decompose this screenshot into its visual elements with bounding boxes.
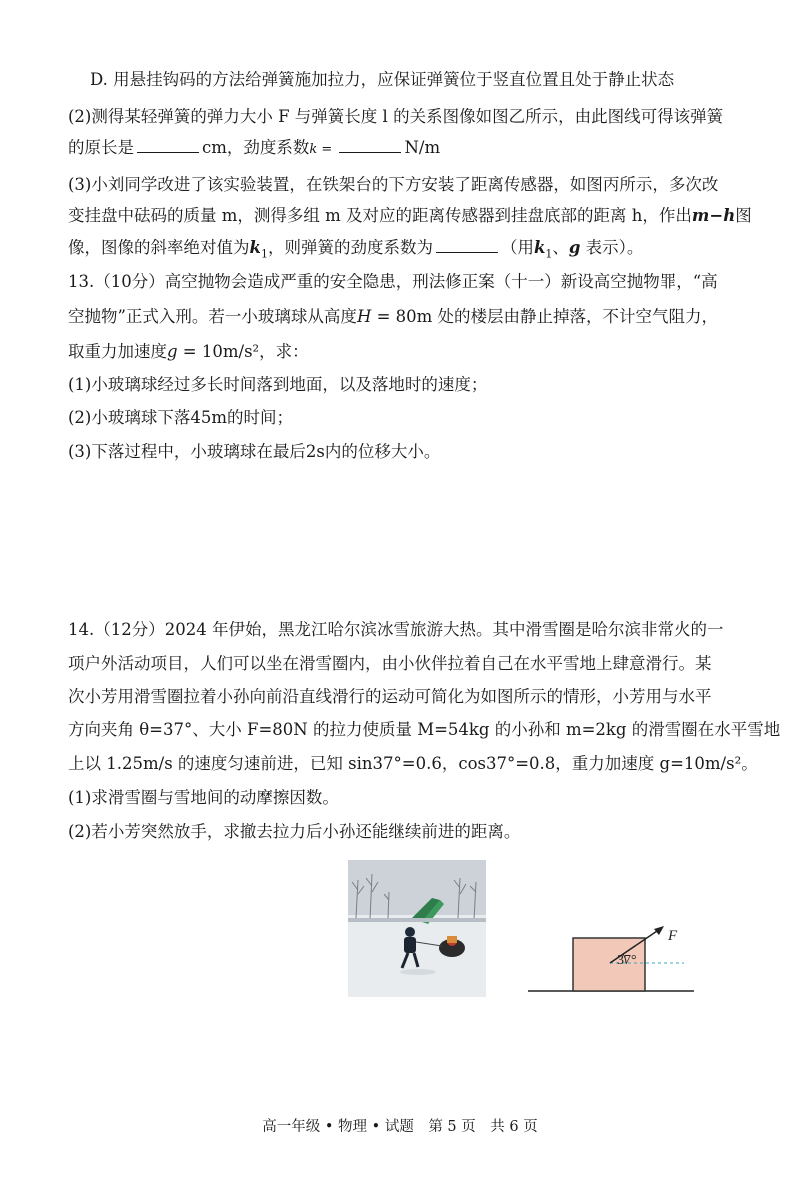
force-diagram-art [528,920,698,1000]
q12-k1-symbol: k [249,238,261,257]
snow-tube-photo-art [348,860,486,997]
q12-text: 变挂盘中砝码的质量 m，测得多组 m 及对应的距离传感器到挂盘底部的距离 h，作出 [68,206,692,225]
q12-text: 图 [735,206,752,225]
q12-part2-line1: (2)测得某轻弹簧的弹力大小 F 与弹簧长度 l 的关系图像如图乙所示，由此图线可得该弹簧 [68,107,724,126]
q14-line5: 上以 1.25m/s 的速度匀速前进，已知 sin37°=0.6，cos37°=0.8，重力加速度 g=10m/s²。 [68,754,758,773]
q13-sub3: (3)下落过程中，小玻璃球在最后2s内的位移大小。 [68,442,441,461]
q13-text: = 10m/s²，求： [177,342,309,361]
q13-text: 空抛物”正式入刑。若一小玻璃球从高度 [68,307,357,326]
q13-sub2: (2)小玻璃球下落45m的时间； [68,408,294,427]
q13-sub1: (1)小玻璃球经过多长时间落到地面，以及落地时的速度； [68,375,488,394]
q12-k-symbol: k [309,142,318,157]
q14-sub1: (1)求滑雪圈与雪地间的动摩擦因数。 [68,788,339,807]
q12-text: 、 [552,238,569,257]
q13-line3 [68,340,760,364]
q12-k1-sub: 1 [545,247,553,261]
force-diagram [528,920,698,1000]
angle-label: 37° [617,953,637,968]
answer-blank-k [436,236,498,253]
q13-line1: 13.（10分）高空抛物会造成严重的安全隐患，刑法修正案（十一）新设高空抛物罪，“高 [68,272,718,291]
q14-sub2: (2)若小芳突然放手，求撤去拉力后小孙还能继续前进的距离。 [68,822,521,841]
q12-unit: N/m [404,138,441,157]
q13-H-symbol: H [356,307,372,326]
force-label: F [668,928,678,944]
q12-text: = [317,142,337,157]
q14-line4: 方向夹角 θ=37°、大小 F=80N 的拉力使质量 M=54kg 的小孙和 m=2kg 的滑雪圈在水平雪地 [68,720,781,739]
page-footer: 高一年级 • 物理 • 试题 第 5 页 共 6 页 [262,1119,538,1135]
q13-text: = 80m 处的楼层由静止掉落，不计空气阻力， [371,307,719,326]
q13-line2 [68,305,760,329]
q14-line3: 次小芳用滑雪圈拉着小孙向前沿直线滑行的运动可简化为如图所示的情形，小芳用与水平 [68,687,712,706]
q12-option-d: D. 用悬挂钩码的方法给弹簧施加拉力，应保证弹簧位于竖直位置且处于静止状态 [90,70,675,89]
q12-part3-line2 [68,204,760,228]
answer-blank-length [137,136,199,153]
q12-k1-sub: 1 [260,247,268,261]
q12-part3-line3 [68,236,760,266]
q13-g-symbol: g [167,342,178,361]
q12-text: 的原长是 [68,138,134,157]
q12-g-symbol: g [568,238,581,257]
q14-line1: 14.（12分）2024 年伊始，黑龙江哈尔滨冰雪旅游大热。其中滑雪圈是哈尔滨非常火的一 [68,620,724,639]
answer-blank-stiffness [339,136,401,153]
q14-line2: 项户外活动项目，人们可以坐在滑雪圈内，由小伙伴拉着自己在水平雪地上肆意滑行。某 [68,654,712,673]
q12-text: cm，劲度系数 [202,138,310,157]
q12-text: 表示）。 [580,238,644,257]
q12-part2-line2 [68,136,760,162]
snow-tube-photo [348,860,486,997]
q12-mh-symbol: m−h [691,206,736,225]
q12-part3-line1: (3)小刘同学改进了该实验装置，在铁架台的下方安装了距离传感器，如图丙所示，多次改 [68,175,719,194]
q12-text: （用 [500,238,534,257]
q12-k1-symbol: k [533,238,546,257]
q12-text: 像，图像的斜率绝对值为 [68,238,250,257]
q12-text: ，则弹簧的劲度系数为 [267,238,433,257]
q13-text: 取重力加速度 [68,342,167,361]
